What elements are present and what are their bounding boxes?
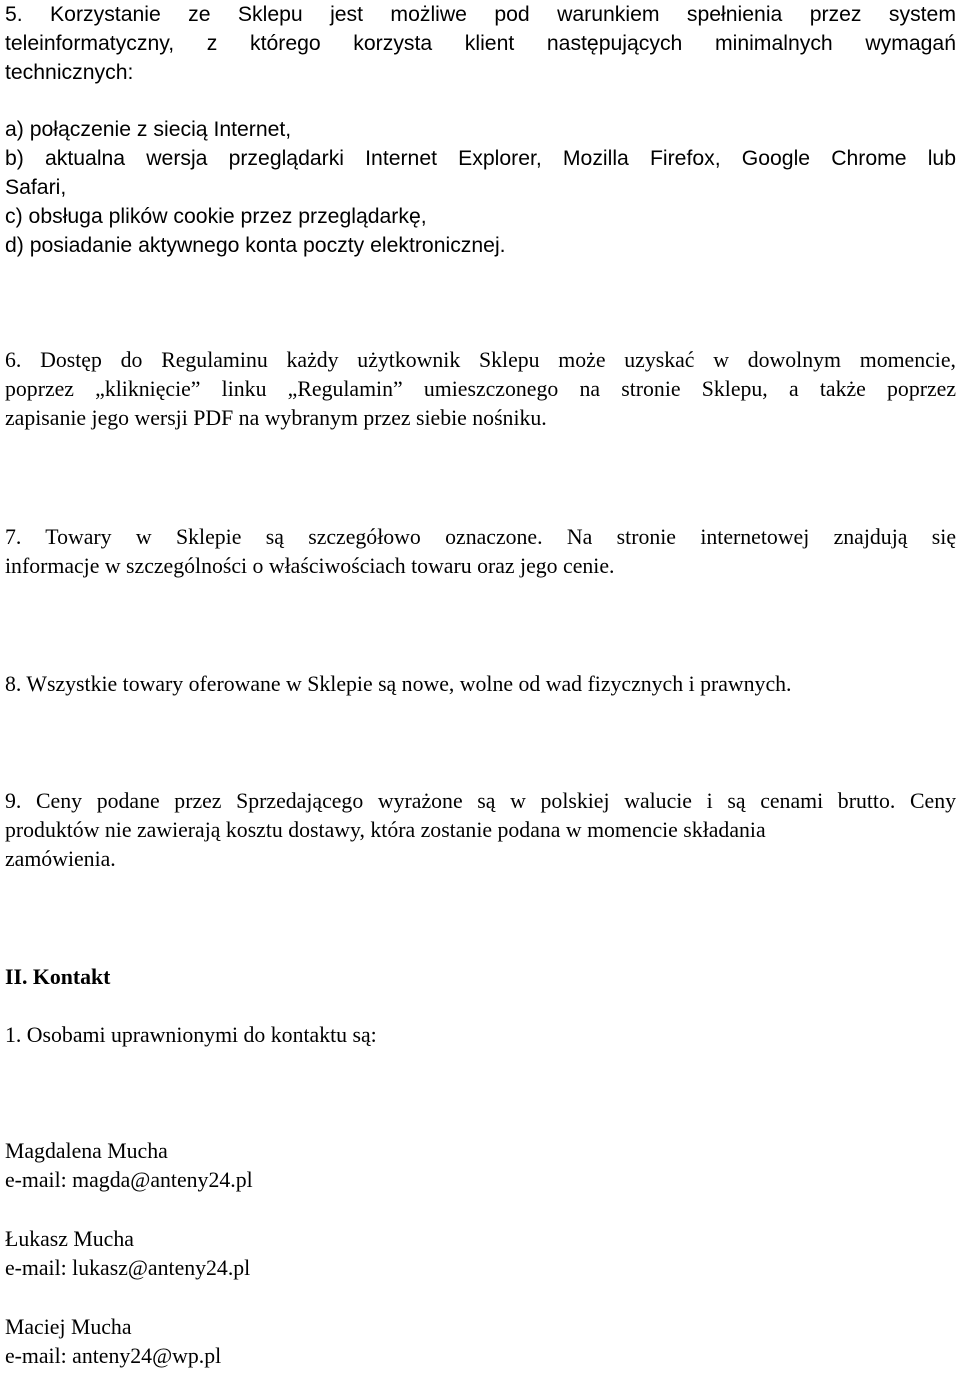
requirement-item-b-continued: Safari, — [5, 176, 67, 199]
contact-heading: II. Kontakt — [5, 965, 111, 989]
requirement-item-c: c) obsługa plików cookie przez przeglądarkę, — [5, 205, 427, 228]
contact-person-3-email: e-mail: anteny24@wp.pl — [5, 1344, 222, 1368]
contact-person-3-name: Maciej Mucha — [5, 1315, 132, 1339]
requirement-item-b: b) aktualna wersja przeglądarki Internet Explorer, Mozilla Firefox, Google Chrome lub — [5, 147, 956, 170]
section-7-line-2: informacje w szczególności o właściwościach towaru oraz jego cenie. — [5, 554, 615, 578]
section-5-line-3: technicznych: — [5, 61, 134, 84]
section-6-line-2: poprzez „kliknięcie” linku „Regulamin” umieszczonego na stronie Sklepu, a także poprzez — [5, 377, 956, 401]
section-9-line-1: 9. Ceny podane przez Sprzedającego wyrażone są w polskiej walucie i są cenami brutto. Ceny — [5, 789, 956, 813]
section-5-line-2: teleinformatyczny, z którego korzysta klient następujących minimalnych wymagań — [5, 32, 956, 55]
section-8-line-1: 8. Wszystkie towary oferowane w Sklepie są nowe, wolne od wad fizycznych i prawnych. — [5, 672, 792, 696]
section-9-line-2: produktów nie zawierają kosztu dostawy, która zostanie podana w momencie składania — [5, 818, 766, 842]
contact-person-2-name: Łukasz Mucha — [5, 1227, 134, 1251]
contact-intro: 1. Osobami uprawnionymi do kontaktu są: — [5, 1023, 377, 1047]
section-7-line-1: 7. Towary w Sklepie są szczegółowo oznaczone. Na stronie internetowej znajdują się — [5, 525, 956, 549]
requirement-item-a: a) połączenie z siecią Internet, — [5, 118, 292, 141]
requirement-item-d: d) posiadanie aktywnego konta poczty elektronicznej. — [5, 234, 506, 257]
section-6-line-1: 6. Dostęp do Regulaminu każdy użytkownik Sklepu może uzyskać w dowolnym momencie, — [5, 348, 956, 372]
section-6-line-3: zapisanie jego wersji PDF na wybranym przez siebie nośniku. — [5, 406, 547, 430]
contact-person-2-email: e-mail: lukasz@anteny24.pl — [5, 1256, 251, 1280]
section-9-line-3: zamówienia. — [5, 847, 116, 871]
section-5-line-1: 5. Korzystanie ze Sklepu jest możliwe pod warunkiem spełnienia przez system — [5, 3, 956, 26]
contact-person-1-name: Magdalena Mucha — [5, 1139, 168, 1163]
contact-person-1-email: e-mail: magda@anteny24.pl — [5, 1168, 253, 1192]
